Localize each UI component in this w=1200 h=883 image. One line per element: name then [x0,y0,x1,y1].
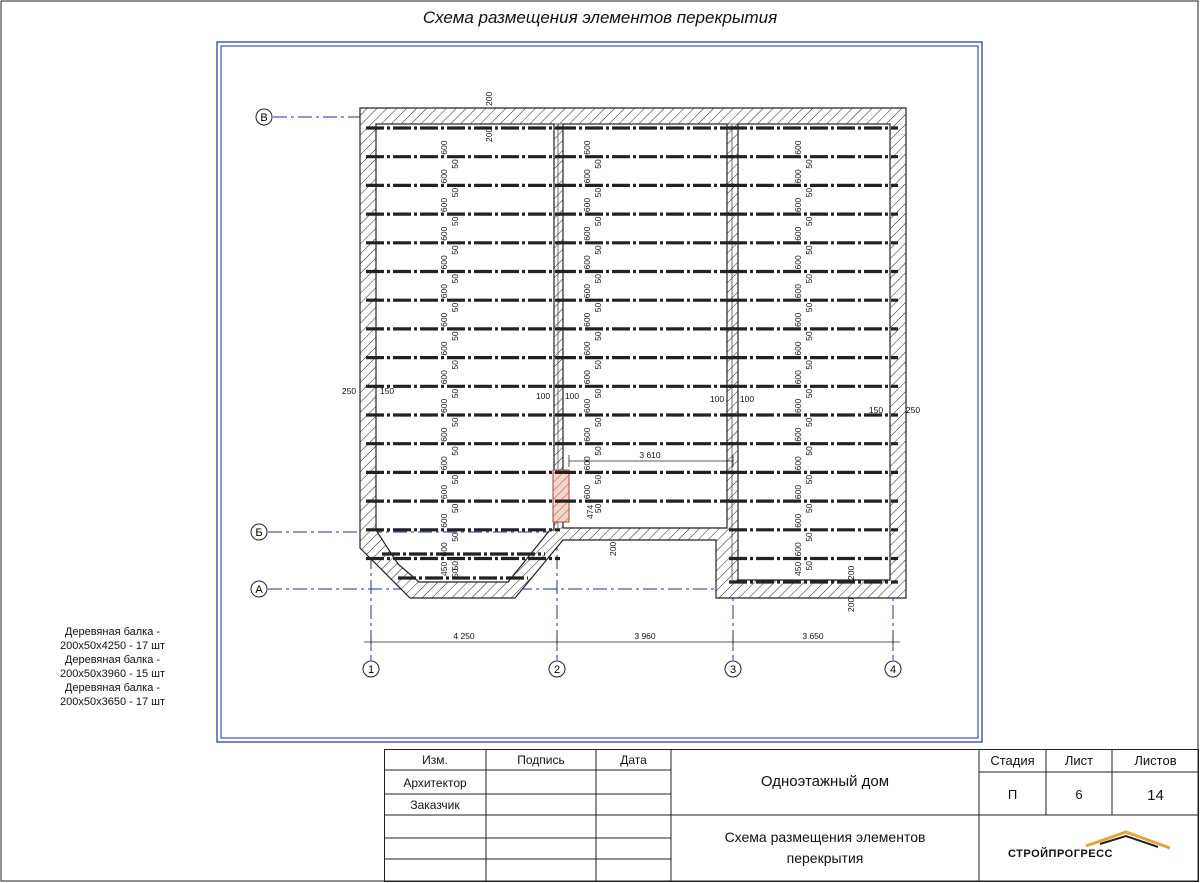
offset-label: 50 [593,216,603,227]
partition-left-a: 100 [535,391,551,401]
offset-label: 50 [593,331,603,341]
beam-notes [30,625,195,709]
offset-label: 50 [804,474,814,485]
bottom-spacing-label: 450 [793,561,803,576]
spacing-label: 600 [582,169,592,184]
offset-label: 50 [593,302,603,313]
left-wall-label: 250 [341,386,357,396]
sheet-name-line2: перекрытия [786,850,864,866]
spacing-label: 600 [439,255,449,270]
offset-label: 50 [804,245,814,255]
spacing-label: 600 [439,542,449,557]
spacing-label: 600 [582,398,592,413]
offset-label: 50 [804,417,814,427]
title-block [384,749,1199,882]
spacing-label: 600 [582,341,592,356]
right-wall-label: 250 [905,405,921,415]
spacing-label: 600 [793,197,803,213]
offset-label: 50 [804,561,814,571]
inner-span-label: 3 610 [639,450,661,460]
offset-label: 50 [450,417,460,427]
company-logo [1008,830,1178,862]
axis-col-4-label: 4 [889,664,897,676]
offset-label: 50 [450,503,460,514]
spacing-label: 600 [793,513,803,528]
sheet-title: Схема размещения элементов перекрытия [422,8,778,27]
offset-label: 50 [450,474,460,485]
offset-label: 50 [804,274,814,284]
spacing-label: 600 [793,370,803,385]
offset-label: 50 [450,245,460,255]
spacing-label: 600 [582,484,592,500]
offset-label: 50 [450,159,460,169]
offset-label: 50 [804,532,814,542]
spacing-label: 600 [439,484,449,500]
offset-label: 50 [450,216,460,227]
spacing-label: 600 [793,140,803,155]
offset-label: 50 [450,532,460,542]
offset-label: 50 [593,446,603,456]
spacing-label: 600 [793,456,803,471]
note-line: Деревяная балка - [64,626,161,638]
stage-label: Стадия [990,753,1035,768]
spacing-label: 600 [793,341,803,356]
axis-col-3-label: 3 [729,664,737,676]
spacing-label: 600 [582,140,592,155]
span-label-3: 3 650 [802,631,824,641]
header-podpis: Подпись [517,753,565,767]
offset-label: 50 [804,187,814,198]
left-beam-label: 150 [379,386,395,396]
offset-label: 50 [804,503,814,514]
note-line: Деревяная балка - [64,682,161,694]
offset-label: 50 [593,388,603,399]
role-customer: Заказчик [410,798,460,812]
spacing-label: 600 [793,284,803,299]
offset-label: 50 [450,561,460,571]
red-element [553,470,569,522]
offset-label: 50 [593,187,603,198]
sheets-value: 14 [1147,787,1164,804]
spacing-label: 600 [439,398,449,413]
spacing-label: 600 [439,197,449,213]
dimension-labels [342,386,920,641]
offset-label: 50 [593,245,603,255]
axis-col-1-label: 1 [367,664,375,676]
spacing-label: 600 [439,427,449,442]
spacing-label: 600 [582,197,592,213]
spacing-label: 600 [582,370,592,385]
spacing-label: 600 [439,169,449,184]
spacing-label: 600 [439,284,449,299]
offset-label: 50 [450,331,460,341]
spacing-label: 600 [582,284,592,299]
offset-label: 50 [450,446,460,456]
spacing-label: 600 [439,312,449,327]
header-izm: Изм. [422,753,448,767]
right-offset-b: 200 [846,597,856,612]
stage-value: П [1007,787,1018,802]
partition-right-a: 100 [709,394,725,404]
offset-label: 50 [593,474,603,485]
offset-label: 50 [450,360,460,370]
spacing-label: 600 [793,169,803,184]
spacing-label: 600 [439,341,449,356]
axis-row-v-label: В [260,112,268,124]
offset-label: 50 [804,360,814,370]
spacing-label: 600 [793,484,803,500]
note-line: 200х50х4250 - 17 шт [60,640,165,652]
project-name: Одноэтажный дом [760,773,890,790]
role-architect: Архитектор [403,776,467,790]
spacing-label: 600 [793,255,803,270]
top-offset-a: 200 [484,91,494,106]
short-span-label: 474 [585,504,595,519]
offset-label: 50 [804,159,814,169]
spacing-label: 600 [582,226,592,241]
offset-label: 50 [593,274,603,284]
spacing-label: 600 [582,312,592,327]
axis-row-b-label: Б [255,527,263,539]
spacing-label: 600 [439,226,449,241]
offset-label: 50 [804,446,814,456]
partition-right-b: 100 [739,394,755,404]
note-line: 200х50х3650 - 17 шт [60,696,165,708]
spacing-label: 600 [793,427,803,442]
offset-label: 50 [804,216,814,227]
spacing-label: 600 [793,312,803,327]
offset-label: 50 [450,302,460,313]
bottom-spacing-label: 450 [439,561,449,576]
offset-label: 50 [450,568,460,578]
top-offset-b: 200 [484,127,494,142]
span-label-1: 4 250 [453,631,475,641]
spacing-label: 600 [582,255,592,270]
axis-col-2-label: 2 [553,664,561,676]
offset-label: 50 [804,388,814,399]
offset-label: 50 [450,388,460,399]
right-offset-a: 200 [846,565,856,580]
offset-label: 50 [804,302,814,313]
spacing-label: 600 [439,140,449,155]
offset-label: 50 [593,503,603,514]
spacing-label: 600 [582,456,592,471]
axis-row-a-label: А [255,584,263,596]
offset-label: 50 [450,187,460,198]
offset-label: 50 [593,159,603,169]
right-beam-label: 150 [868,405,884,415]
company-name: СТРОЙПРОГРЕСС [1008,848,1113,860]
spacing-label: 600 [439,370,449,385]
sheet-name-line1: Схема размещения элементов [724,829,926,845]
offset-label: 50 [593,417,603,427]
spacing-label: 600 [793,398,803,413]
mid-offset: 200 [608,541,618,556]
sheet-label: Лист [1064,753,1094,768]
sheets-label: Листов [1134,753,1177,768]
header-data: Дата [620,753,647,767]
spacing-label: 600 [439,513,449,528]
note-line: Деревяная балка - [64,654,161,666]
offset-label: 50 [593,360,603,370]
spacing-label: 600 [439,456,449,471]
offset-label: 50 [450,274,460,284]
offset-label: 50 [804,331,814,341]
spacing-label: 600 [582,427,592,442]
sheet-value: 6 [1075,787,1083,802]
note-line: 200х50х3960 - 15 шт [60,668,165,680]
spacing-label: 600 [793,542,803,557]
spacing-label: 600 [793,226,803,241]
partition-left-b: 100 [564,391,580,401]
span-label-2: 3 960 [634,631,656,641]
